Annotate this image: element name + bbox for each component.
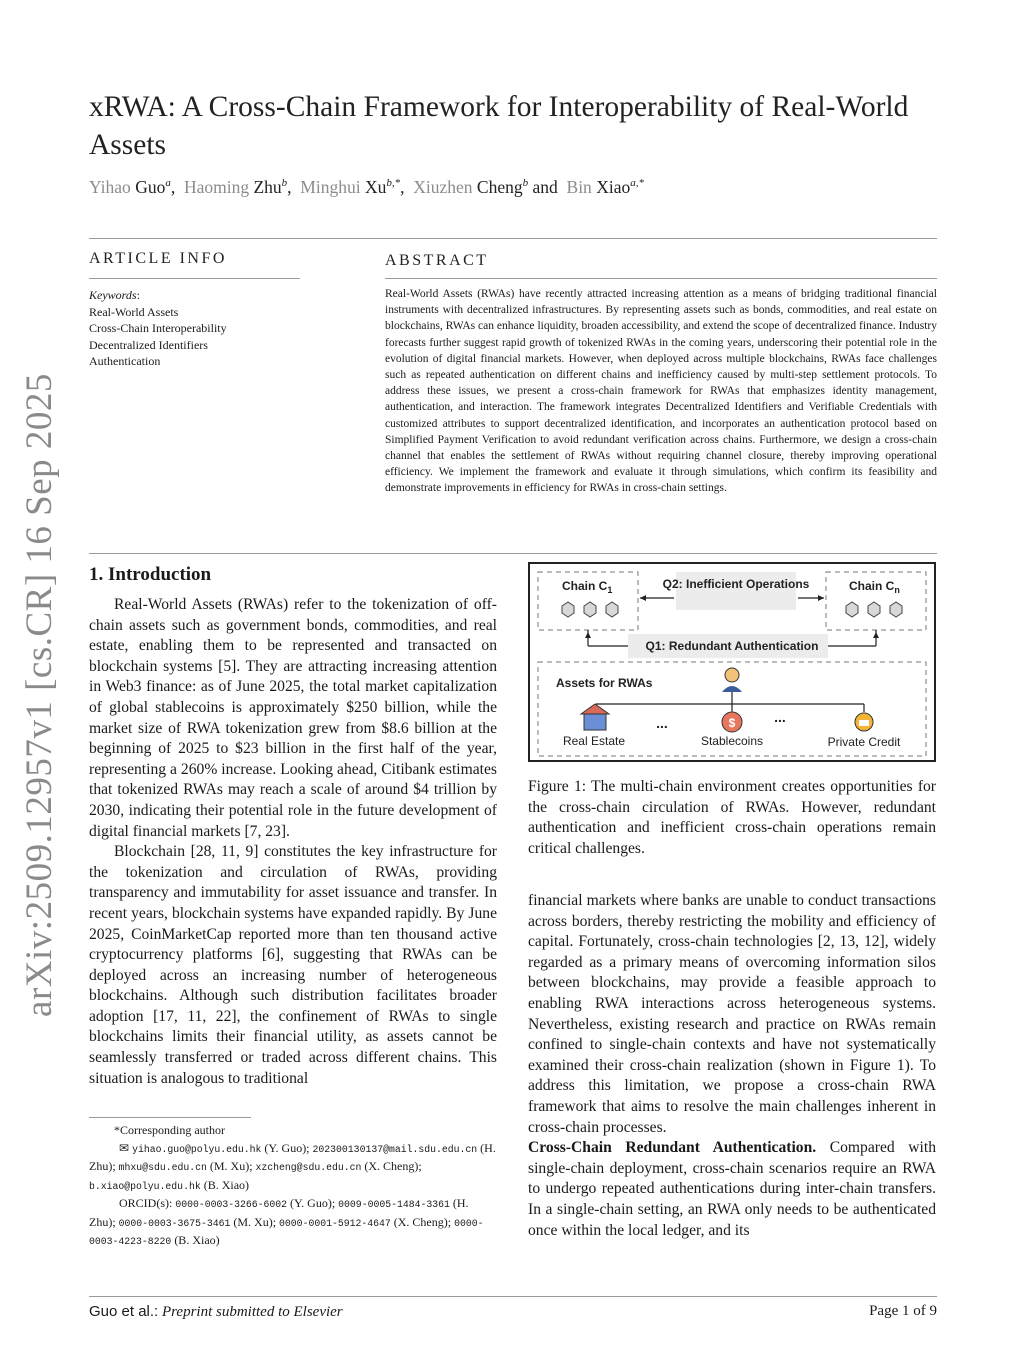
footer-divider xyxy=(89,1296,937,1297)
author[interactable]: Xiuzhen Cheng$^b$ xyxy=(413,177,529,197)
private-credit-icon xyxy=(855,713,873,731)
email-link[interactable]: 202300130137@mail.sdu.edu.cn xyxy=(312,1143,478,1155)
ellipsis: ... xyxy=(774,709,786,725)
paper-title: xRWA: A Cross-Chain Framework for Interoperability of Real-World Assets xyxy=(89,91,909,161)
arxiv-identifier: arXiv:2509.12957v1 [cs.CR] 16 Sep 2025 xyxy=(19,373,60,1017)
orcid-list: ORCID(s): 0000-0003-3266-6002 (Y. Guo); 0009-0005-1484-3361 (H. Zhu); 0000-0003-3675-3461 (M. Xu); 0000-0001-5912-4647 (X. Cheng); 0000-0003-4223-8220 (B. Xiao) xyxy=(89,1196,484,1247)
divider xyxy=(89,278,300,279)
orcid-link[interactable]: 0000-0001-5912-4647 xyxy=(279,1217,391,1229)
block-icon xyxy=(584,602,596,617)
abstract-text: Real-World Assets (RWAs) have recently attracted increasing attention as a means of bridging traditional financial instruments with decentralized infrastructures. By representing assets such as bonds, commodities, and real estate on blockchains, RWAs can enhance liquidity, broaden accessibility, and extend the scope of decentralized finance. Industry forecasts further suggest rapid growth of tokenized RWAs in the coming years, underscoring their potential role in the evolution of digital financial markets. However, when deployed across multiple blockchains, RWAs face challenges such as repeated authentication on different chains and inefficiency caused by multi-step settlement protocols. To address these issues, we present a cross-chain framework for RWAs that emphasizes identity management, authentication, and interaction. The framework integrates Decentralized Identifiers and Verifiable Credentials with customized attributes to support decentralized identification, and incorporates an authentication protocol based on Simplified Payment Verification to avoid redundant verification across chains. Furthermore, we design a cross-chain channel that enables the settlement of RWAs without requiring channel closure, thereby improving operational efficiency. We implement the framework and evaluate it through simulations, which confirm its feasibility and demonstrate improvements in efficiency for RWAs in cross-chain settings. xyxy=(385,288,937,495)
q2-label: Q2: Inefficient Operations xyxy=(662,577,810,591)
footer-authors: Guo et al.: xyxy=(89,1303,159,1320)
assets-label: Assets for RWAs xyxy=(556,676,653,690)
ellipsis: ... xyxy=(656,715,668,731)
paragraph: financial markets where banks are unable to conduct transactions across borders, thereby restricting the mobility and efficiency of capital. Fortunately, cross-chain technologies [2, 13, 12], widely regarded as a primary means of overcoming information silos between blockchains, may provide a feasible approach to enabling RWA interactions across heterogeneous systems. Nevertheless, existing research and practice on RWAs remain confined to single-chain contexts and have not systematically examined their cross-chain realization (shown in Figure 1). To address this limitation, we propose a cross-chain RWA framework that aims to resolve the main challenges inherent in cross-chain processes. xyxy=(528,892,936,1136)
author[interactable]: Yihao Guo$^a$ xyxy=(89,177,171,197)
section-heading-introduction: 1. Introduction xyxy=(89,564,212,585)
keyword: Cross-Chain Interoperability xyxy=(89,321,227,336)
email-link[interactable]: xzcheng@sdu.edu.cn xyxy=(255,1162,362,1173)
author[interactable]: Minghui $Xu^{b,*}$ xyxy=(300,177,401,197)
block-icon xyxy=(868,602,880,617)
paragraph: Blockchain [28, 11, 9] constitutes the key infrastructure for the tokenization and circulation of RWAs, providing transparency and immutability for asset issuance and transfer. In recent years, blockchain systems have expanded rapidly. By June 2025, CoinMarketCap reported more than ten thousand active cryptocurrency platforms [6], suggesting that RWAs can be deployed across an increasing number of heterogeneous blockchains. Although such distribution facilitates broader adoption [17, 11, 22], the confinement of RWAs to single blockchains limits their financial utility, as assets cannot be seamlessly transferred or traded across different chains. This situation is analogous to traditional xyxy=(89,843,497,1087)
block-icon xyxy=(606,602,618,617)
user-icon xyxy=(725,668,739,682)
divider xyxy=(385,278,937,279)
asset-label-stablecoins: Stablecoins xyxy=(700,734,764,748)
block-icon xyxy=(846,602,858,617)
footer-venue: Preprint submitted to Elsevier xyxy=(161,1304,343,1320)
orcid-link[interactable]: 0000-0003-3675-3461 xyxy=(118,1217,231,1229)
paragraph-cross-chain-auth: Cross-Chain Redundant Authentication. Compared with single-chain deployment, cross-chain scenarios require an RWA to undergo repeated authentications during inter-chain transfers. In a single-chain setting, an RWA only needs to be authenticated once within the local ledger, and its xyxy=(528,1139,936,1239)
footnote-divider xyxy=(89,1117,251,1118)
author[interactable]: Bin Xiao$^{a,*}$ xyxy=(566,177,644,197)
svg-text:$: $ xyxy=(728,716,736,730)
orcid-link[interactable]: 0000-0003-4223-8220 xyxy=(89,1217,484,1247)
block-icons-left xyxy=(562,602,618,617)
keywords-block: Keywords: Real-World Assets Cross-Chain Interoperability Decentralized Identifiers Authentication xyxy=(89,287,369,370)
article-info-heading: ARTICLE INFO xyxy=(89,250,227,267)
author-list: Yihao Guo$^a$, Haoming Zhu$^b$, Minghui $Xu^{b,*}$, Xiuzhen Cheng$^b$ and Bin Xiao$^{a,*}$ xyxy=(89,177,644,197)
figure-1-caption: Figure 1: The multi-chain environment creates opportunities for the cross-chain circulation of RWAs. However, redundant authentication and inefficient cross-chain operations remain critical challenges. xyxy=(528,778,936,857)
email-link[interactable]: yihao.guo@polyu.edu.hk xyxy=(132,1143,262,1155)
mail-icon: ✉ xyxy=(119,1140,130,1155)
asset-label-private-credit: Private Credit xyxy=(827,735,901,749)
email-link[interactable]: mhxu@sdu.edu.cn xyxy=(118,1162,207,1173)
footnote xyxy=(89,1122,497,1251)
corresponding-note: *Corresponding author xyxy=(114,1123,225,1137)
orcid-link[interactable]: 0009-0005-1484-3361 xyxy=(338,1199,450,1210)
chain-c1-label: Chain $C_1$ xyxy=(562,579,613,595)
page-footer xyxy=(89,1303,937,1321)
keyword: Authentication xyxy=(89,354,161,369)
asset-label-real-estate: Real Estate xyxy=(562,734,626,748)
email-list: ✉ yihao.guo@polyu.edu.hk (Y. Guo); 202300130137@mail.sdu.edu.cn (H. Zhu); mhxu@sdu.edu.cn (M. Xu); xzcheng@sdu.edu.cn (X. Cheng); b.xiao@polyu.edu.hk (B. Xiao) xyxy=(89,1140,496,1192)
figure-1-diagram xyxy=(528,562,936,762)
keyword: Real-World Assets xyxy=(89,304,179,319)
keywords-label: Keywords xyxy=(89,288,137,302)
block-icon xyxy=(562,602,574,617)
block-icon xyxy=(890,602,902,617)
block-icons-right xyxy=(846,602,902,617)
page-number: Page 1 of 9 xyxy=(869,1303,937,1319)
keyword: Decentralized Identifiers xyxy=(89,337,208,352)
author[interactable]: Haoming Zhu$^b$ xyxy=(183,177,288,197)
right-column xyxy=(528,891,936,1241)
divider xyxy=(89,553,937,554)
left-column xyxy=(89,595,497,1089)
divider xyxy=(89,238,937,239)
orcid-link[interactable]: 0000-0003-3266-6002 xyxy=(175,1199,288,1210)
figure-1 xyxy=(528,562,936,762)
abstract-heading: ABSTRACT xyxy=(385,252,489,269)
stablecoins-icon xyxy=(722,712,742,732)
q1-label: Q1: Redundant Authentication xyxy=(645,639,819,653)
email-link[interactable]: b.xiao@polyu.edu.hk xyxy=(89,1180,201,1192)
chain-cn-label: Chain $C_n$ xyxy=(849,579,900,595)
paragraph: Real-World Assets (RWAs) refer to the tokenization of off-chain assets such as government bonds, commodities, and real estate, enabling them to be represented and transacted on blockchain systems [5]. They are attracting increasing attention in Web3 finance: as of June 2025, the total market capitalization of global stablecoins is approximately $250 billion, while the market size of RWA tokenization grew from $8.6 billion at the beginning of 2025 to $23 billion in the first half of the year, representing a 260% increase. Looking ahead, Citibank estimates that tokenized RWAs may reach a scale of around $4 trillion by 2030, indicating their potential role in the future development of digital financial markets [7, 23]. xyxy=(89,596,497,840)
paragraph-heading: Cross-Chain Redundant Authentication. xyxy=(528,1139,817,1157)
